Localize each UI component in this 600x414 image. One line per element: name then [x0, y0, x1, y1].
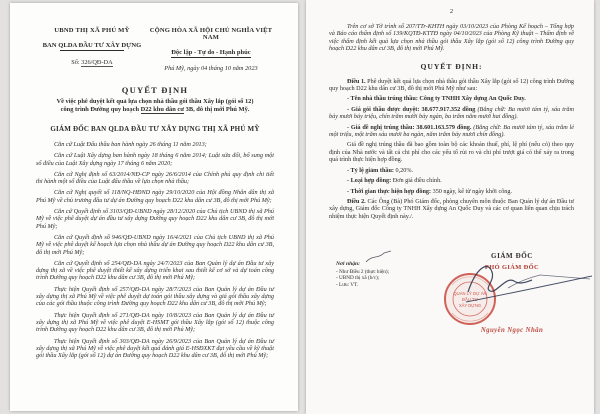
recitals [36, 141, 274, 359]
signer-name: Nguyễn Ngọc Nhân [480, 327, 544, 334]
article-2: Điều 2. Các Ông (Bà) Phó Giám đốc, phòng chuyên môn thuộc Ban Quản lý dự án Đầu tư xây dựng, Giám đốc Công ty TNHH Xây dựng An Quốc Duy và các cơ quan liên quan chịu trách nhiệm thực hiện Quyết định này./. [329, 197, 574, 220]
recital-paragraph: Căn cứ Quyết định số 3103/QĐ-UBND ngày 28/12/2020 của Chủ tịch UBND thị xã Phú Mỹ về việc phê duyệt dự án đầu tư xây dựng Đường quy hoạch D22 khu dân cư 3B, đô thị mới Phú Mỹ; [36, 208, 274, 230]
price-note-paragraph: Giá đề nghị trúng thầu đã bao gồm toàn bộ các khoản thuế, phí, lệ phí (nếu có) theo quy định của Nhà nước và tất cả chi phí cho các yếu tố rủi ro và chi phí trượt giá có thể xảy ra trong quá trình thực hiện hợp đồng. [329, 141, 574, 164]
underlined-segment: D22 khu dân cư [140, 106, 185, 113]
page-number: 2 [449, 8, 454, 15]
document-title: QUYẾT ĐỊNH [121, 85, 189, 95]
contract-type-item: - Loại hợp đồng: Đơn giá điều chỉnh. [347, 177, 442, 185]
subtitle-line1: Về việc phê duyệt kết quả lựa chọn nhà thầu gói thầu Xây lắp (gói số 12) [56, 98, 254, 105]
national-motto: Độc lập - Tự do - Hạnh phúc [171, 49, 251, 56]
signer-deputy-position: PHÓ GIÁM ĐỐC [484, 263, 540, 271]
agency-name: BAN QLDA ĐẦU TƯ XÂY DỰNG [42, 42, 142, 49]
issue-date: Phú Mỹ, ngày 04 tháng 10 năm 2023 [164, 65, 258, 72]
recital-paragraph: Thực hiện Quyết định số 257/QĐ-DA ngày 28/7/2023 của Ban Quản lý dự án Đầu tư xây dựng thị xã Phú Mỹ về việc phê duyệt dự toán gói thầu xây dựng và giá gói thầu xây dựng của các gói thầu thuộc công trình Đường quy hoạch D22 khu dân cư 3B, đô thị mới Phú Mỹ; [36, 285, 274, 308]
subtitle-line2: công trình Đường quy hoạch D22 khu dân cư 3B, đô thị mới Phú Mỹ. [60, 106, 250, 113]
recital-paragraph: Thực hiện Quyết định số 271/QĐ-DA ngày 10/8/2023 của Ban Quản lý dự án Đầu tư xây dựng thị xã Phú Mỹ về việc phê duyệt E-HSMT gói thầu Xây lắp (gói số 12) thuộc công trình Đường quy hoạch D22 khu dân cư 3B, đô thị mới Phú Mỹ; [36, 311, 274, 334]
page-2 [306, 0, 594, 414]
article-1-label: Điều 1. [347, 77, 366, 85]
page-1 [10, 3, 298, 411]
recital-paragraph: Căn cứ Quyết định số 946/QĐ-UBND ngày 16/4/2021 của Chủ tịch UBND thị xã Phú Mỹ về việc phê duyệt kế hoạch lựa chọn nhà thầu dự án Đường quy hoạch D22 khu dân cư 3B, đô thị mới Phú Mỹ; [36, 233, 274, 256]
recipients-label: Nơi nhận: [336, 261, 360, 267]
contract-duration-item: - Thời gian thực hiện hợp đồng: 350 ngày, kể từ ngày khởi công. [347, 187, 513, 195]
page1-header [36, 27, 274, 72]
issuing-agency-block [36, 27, 148, 72]
recital-paragraph: Căn cứ Nghị quyết số 118/NQ-HĐND ngày 29/10/2020 của Hội đồng Nhân dân thị xã Phú Mỹ về chủ trương đầu tư dự án Đường quy hoạch D22 khu dân cư 3B, đô thị mới Phú Mỹ; [36, 189, 274, 204]
recital-paragraph: Căn cứ Luật Đấu thầu ban hành ngày 26 tháng 11 năm 2013; [54, 141, 207, 148]
recital-paragraph: Căn cứ Quyết định số 254/QĐ-DA ngày 24/7/2023 của Ban Quản lý dự án Đầu tư xây dựng thị xã về việc phê duyệt thiết kế xây dựng triển khai sau thiết kế cơ sở và dự toán công trình Đường quy hoạch D22 khu dân cư 3B, đô thị mới Phú Mỹ; [36, 259, 274, 282]
intro-paragraph: Trên cơ sở Tờ trình số 207/TTr-KHTH ngày 03/10/2023 của Phòng Kế hoạch – Tổng hợp và Báo cáo thẩm định số 139/KQTĐ-KTTĐ ngày 04/10/2023 của Phòng Kỹ thuật – Thẩm định về việc thẩm định kết quả lựa chọn nhà thầu gói thầu Xây lắp (gói số 12) công trình Đường quy hoạch D22 khu dân cư 3B, đô thị mới Phú Mỹ. [329, 23, 574, 53]
stamp-text-line1: QUẢN LÝ DỰ ÁN [453, 291, 487, 296]
recipient-line: - UBND thị xã (b/c); [336, 275, 380, 282]
contractor-item: - Tên nhà thầu trúng thầu: Công ty TNHH Xây dựng An Quốc Duy. [347, 95, 526, 103]
stamp-text-line3: XÂY DỰNG [458, 303, 482, 308]
stamp-text-line2: ĐẦU TƯ [461, 297, 479, 302]
approved-price-item: - Giá gói thầu được duyệt: 38.677.917.352 đồng (Bằng chữ: Ba mươi tám tỷ, sáu trăm bảy mươi bảy triệu, chín trăm mười bảy ngàn, ba trăm năm mươi hai đồng). [329, 105, 574, 121]
document-number: Số: 326/QĐ-DA [71, 59, 113, 66]
article-1: Điều 1. Phê duyệt kết quả lựa chọn nhà thầu gói thầu Xây lắp (gói số 12) công trình Đường quy hoạch D22 khu dân cư 3B, đô thị mới Phú Mỹ như sau: [329, 77, 575, 93]
recital-paragraph: Căn cứ Nghị định số 63/2014/NĐ-CP ngày 26/6/2014 của Chính phủ quy định chi tiết thi hành một số điều của Luật đấu thầu về lựa chọn nhà thầu; [36, 170, 274, 186]
document-subtitle [36, 98, 274, 114]
discount-rate-item: - Tỷ lệ giảm thầu: 0,20%. [347, 166, 414, 174]
recital-paragraph: Thực hiện Quyết định số 303/QĐ-DA ngày 26/9/2023 của Ban Quản lý dự án Đầu tư xây dựng thị xã Phú Mỹ về việc phê duyệt kết quả đánh giá E-HSĐXKT đạt yêu cầu về kỹ thuật gói thầu Xây lắp (gói số 12) dự án Đường quy hoạch D22 khu dân cư 3B, đô thị mới Phú Mỹ; [36, 337, 274, 360]
national-title: CỘNG HÒA XÃ HỘI CHỦ NGHĨA VIỆT NAM [149, 27, 273, 41]
agency-parent-name: UBND THỊ XÃ PHÚ MỸ [54, 27, 130, 34]
article-2-label: Điều 2. [347, 197, 366, 205]
handwritten-signature [462, 248, 596, 310]
national-motto-block [148, 27, 274, 72]
winning-price-item: - Giá đề nghị trúng thầu: 38.601.163.579 đồng. (Bằng chữ: Ba mươi tám tỷ, sáu trăm lẻ một triệu, một trăm sáu mươi ba ngàn, năm trăm bảy mươi chín đồng). [329, 123, 574, 139]
decision-heading: QUYẾT ĐỊNH: [420, 61, 483, 71]
recital-paragraph: Căn cứ Luật Xây dựng ban hành ngày 18 tháng 6 năm 2014; Luật sửa đổi, bổ sung một số điều của Luật Xây dựng ngày 17 tháng 6 năm 2020; [36, 152, 274, 167]
recipients-block [336, 261, 389, 288]
recipient-line: - Như Điều 2 (thực hiện); [336, 268, 390, 275]
recipient-line: - Lưu: VT. [336, 281, 359, 288]
deciding-authority: GIÁM ĐỐC BAN QLDA ĐẦU TƯ XÂY DỰNG THỊ XÃ PHÚ MỸ [50, 125, 260, 133]
signer-position: GIÁM ĐỐC [491, 252, 533, 260]
